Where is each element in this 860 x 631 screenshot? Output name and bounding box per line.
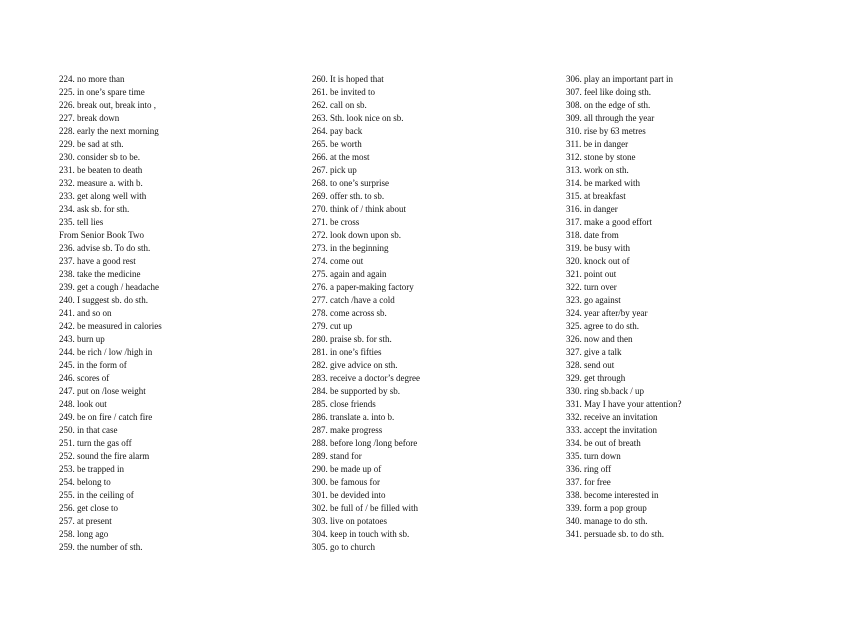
phrase-item: 261. be invited to	[312, 87, 375, 97]
phrase-item: 322. turn over	[566, 282, 617, 292]
phrase-item: 321. point out	[566, 269, 617, 279]
phrase-item: 272. look down upon sb.	[312, 230, 402, 240]
phrase-item: 309. all through the year	[566, 113, 655, 123]
phrase-column-1	[59, 73, 162, 554]
phrase-item: 329. get through	[566, 373, 626, 383]
phrase-item: 266. at the most	[312, 152, 370, 162]
phrase-item: 312. stone by stone	[566, 152, 636, 162]
phrase-item: 341. persuade sb. to do sth.	[566, 529, 664, 539]
phrase-item: 231. be beaten to death	[59, 165, 143, 175]
phrase-item: 280. praise sb. for sth.	[312, 334, 392, 344]
phrase-item: 250. in that case	[59, 425, 118, 435]
phrase-item: 286. translate a. into b.	[312, 412, 395, 422]
phrase-item: 319. be busy with	[566, 243, 630, 253]
phrase-item: 283. receive a doctor’s degree	[312, 373, 421, 383]
phrase-item: 302. be full of / be filled with	[312, 503, 418, 513]
phrase-item: 262. call on sb.	[312, 100, 367, 110]
phrase-item: 282. give advice on sth.	[312, 360, 398, 370]
phrase-item: 320. knock out of	[566, 256, 630, 266]
phrase-item: 334. be out of breath	[566, 438, 641, 448]
phrase-item: 247. put on /lose weight	[59, 386, 146, 396]
phrase-item: 279. cut up	[312, 321, 353, 331]
phrase-item: 258. long ago	[59, 529, 109, 539]
phrase-item: 290. be made up of	[312, 464, 382, 474]
phrase-item: 257. at present	[59, 516, 112, 526]
phrase-item: 253. be trapped in	[59, 464, 124, 474]
phrase-item: 237. have a good rest	[59, 256, 136, 266]
phrase-item: 267. pick up	[312, 165, 357, 175]
phrase-item: 328. send out	[566, 360, 615, 370]
phrase-item: 268. to one’s surprise	[312, 178, 389, 188]
phrase-column-3	[566, 73, 681, 541]
phrase-item: 317. make a good effort	[566, 217, 653, 227]
phrase-item: 270. think of / think about	[312, 204, 406, 214]
phrase-item: 224. no more than	[59, 74, 125, 84]
phrase-item: 301. be devided into	[312, 490, 386, 500]
phrase-item: 269. offer sth. to sb.	[312, 191, 385, 201]
phrase-item: 248. look out	[59, 399, 107, 409]
phrase-item: 275. again and again	[312, 269, 387, 279]
phrase-item: 263. Sth. look nice on sb.	[312, 113, 404, 123]
phrase-item: 340. manage to do sth.	[566, 516, 648, 526]
phrase-item: 228. early the next morning	[59, 126, 159, 136]
phrase-item: 236. advise sb. To do sth.	[59, 243, 151, 253]
phrase-item: 274. come out	[312, 256, 364, 266]
phrase-item: 305. go to church	[312, 542, 375, 552]
phrase-item: 244. be rich / low /high in	[59, 347, 153, 357]
phrase-item: 273. in the beginning	[312, 243, 389, 253]
phrase-item: 246. scores of	[59, 373, 110, 383]
phrase-item: 311. be in danger	[566, 139, 629, 149]
phrase-item: 316. in danger	[566, 204, 618, 214]
phrase-item: 308. on the edge of sth.	[566, 100, 651, 110]
phrase-item: 281. in one’s fifties	[312, 347, 382, 357]
phrase-item: 239. get a cough / headache	[59, 282, 159, 292]
phrase-item: 307. feel like doing sth.	[566, 87, 651, 97]
phrase-item: 249. be on fire / catch fire	[59, 412, 153, 422]
phrase-item: 242. be measured in calories	[59, 321, 162, 331]
section-heading: From Senior Book Two	[59, 230, 144, 240]
phrase-item: 332. receive an invitation	[566, 412, 658, 422]
phrase-item: 259. the number of sth.	[59, 542, 143, 552]
phrase-item: 326. now and then	[566, 334, 633, 344]
phrase-item: 241. and so on	[59, 308, 112, 318]
phrase-item: 335. turn down	[566, 451, 621, 461]
phrase-item: 331. May I have your attention?	[566, 399, 682, 409]
phrase-item: 243. burn up	[59, 334, 105, 344]
phrase-item: 289. stand for	[312, 451, 362, 461]
phrase-item: 284. be supported by sb.	[312, 386, 400, 396]
phrase-item: 229. be sad at sth.	[59, 139, 124, 149]
phrase-item: 225. in one’s spare time	[59, 87, 145, 97]
phrase-item: 255. in the ceiling of	[59, 490, 134, 500]
phrase-column-2	[312, 73, 420, 554]
phrase-item: 339. form a pop group	[566, 503, 647, 513]
phrase-item: 278. come across sb.	[312, 308, 387, 318]
phrase-item: 260. It is hoped that	[312, 74, 384, 84]
phrase-item: 336. ring off	[566, 464, 612, 474]
phrase-item: 235. tell lies	[59, 217, 104, 227]
phrase-item: 288. before long /long before	[312, 438, 418, 448]
phrase-item: 238. take the medicine	[59, 269, 141, 279]
phrase-item: 230. consider sb to be.	[59, 152, 140, 162]
phrase-item: 300. be famous for	[312, 477, 380, 487]
phrase-item: 327. give a talk	[566, 347, 622, 357]
phrase-item: 314. be marked with	[566, 178, 640, 188]
phrase-item: 256. get close to	[59, 503, 118, 513]
phrase-item: 325. agree to do sth.	[566, 321, 639, 331]
phrase-item: 323. go against	[566, 295, 621, 305]
phrase-item: 318. date from	[566, 230, 619, 240]
phrase-item: 240. I suggest sb. do sth.	[59, 295, 149, 305]
phrase-item: 306. play an important part in	[566, 74, 673, 84]
phrase-item: 232. measure a. with b.	[59, 178, 143, 188]
phrase-item: 310. rise by 63 metres	[566, 126, 646, 136]
phrase-item: 227. break down	[59, 113, 120, 123]
phrase-item: 264. pay back	[312, 126, 363, 136]
phrase-item: 313. work on sth.	[566, 165, 629, 175]
phrase-item: 277. catch /have a cold	[312, 295, 395, 305]
phrase-item: 226. break out, break into ,	[59, 100, 156, 110]
phrase-item: 234. ask sb. for sth.	[59, 204, 130, 214]
phrase-item: 254. belong to	[59, 477, 111, 487]
phrase-item: 276. a paper-making factory	[312, 282, 414, 292]
phrase-item: 245. in the form of	[59, 360, 127, 370]
phrase-item: 287. make progress	[312, 425, 383, 435]
phrase-item: 265. be worth	[312, 139, 362, 149]
phrase-item: 252. sound the fire alarm	[59, 451, 150, 461]
phrase-item: 304. keep in touch with sb.	[312, 529, 410, 539]
phrase-item: 338. become interested in	[566, 490, 659, 500]
phrase-item: 330. ring sb.back / up	[566, 386, 644, 396]
phrase-item: 337. for free	[566, 477, 611, 487]
phrase-item: 233. get along well with	[59, 191, 147, 201]
phrase-item: 303. live on potatoes	[312, 516, 387, 526]
phrase-item: 333. accept the invitation	[566, 425, 657, 435]
phrase-item: 285. close friends	[312, 399, 376, 409]
phrase-item: 251. turn the gas off	[59, 438, 132, 448]
phrase-item: 271. be cross	[312, 217, 360, 227]
phrase-item: 315. at breakfast	[566, 191, 626, 201]
phrase-item: 324. year after/by year	[566, 308, 648, 318]
